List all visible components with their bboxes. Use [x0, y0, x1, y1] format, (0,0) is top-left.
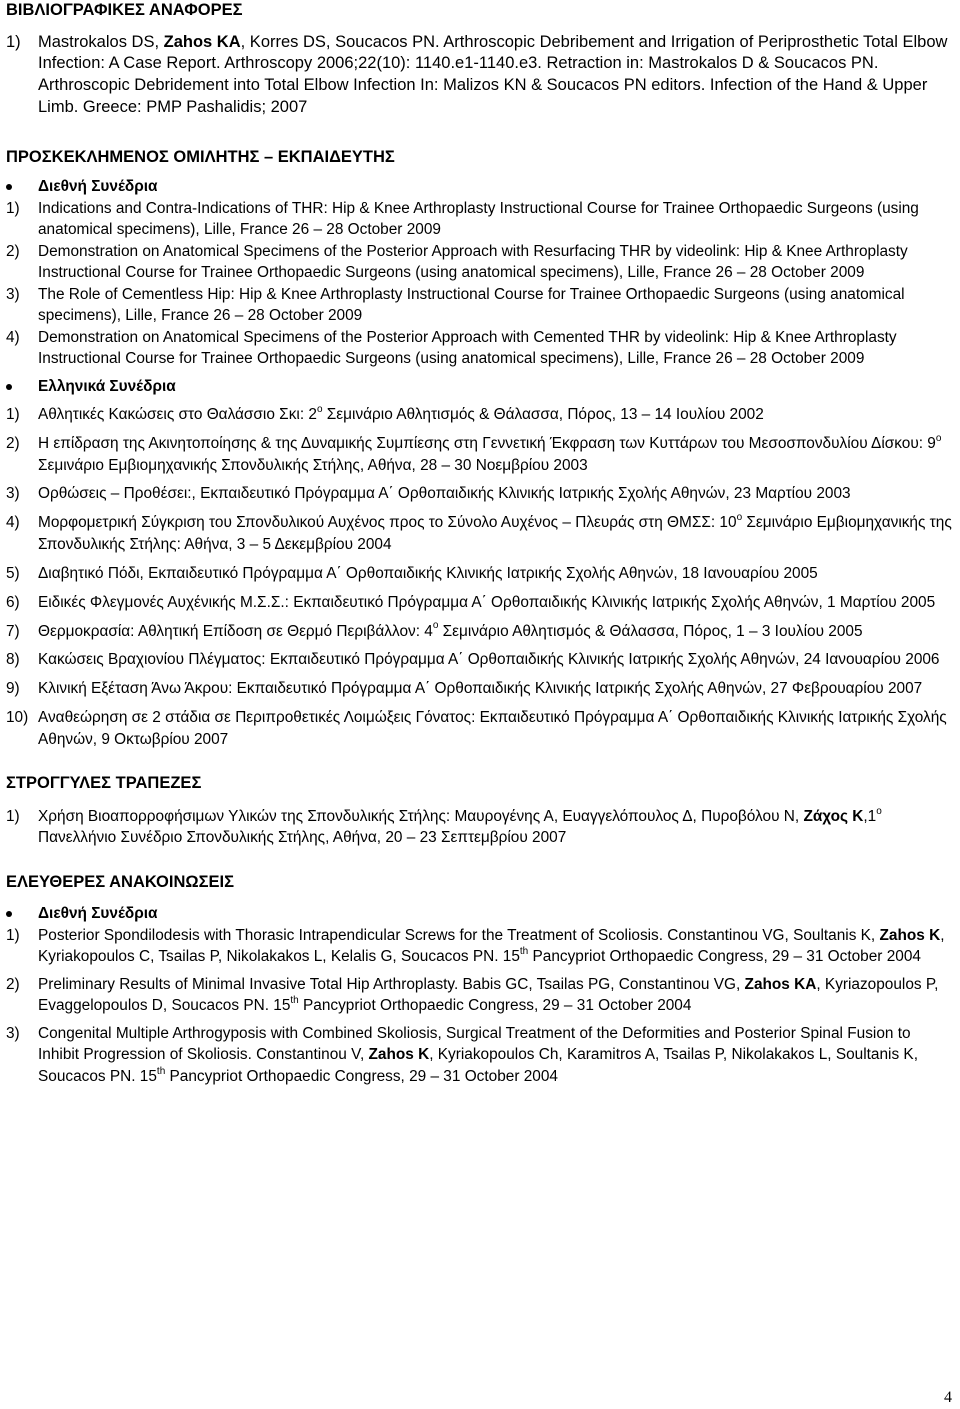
item-number: 1): [6, 199, 20, 217]
ordinal-sup: ο: [935, 432, 942, 444]
ordinal-sup: th: [519, 946, 529, 958]
invited-greek-list: [6, 404, 954, 750]
item-text: Ειδικές Φλεγμονές Αυχένικής Μ.Σ.Σ.: Εκπαιδευτικό Πρόγραμμα Α΄ Ορθοπαιδικής Κλινικής Ιατρικής Σχολής Αθηνών, 1 Μαρτίου 2005: [38, 593, 936, 611]
item-number: 4): [6, 328, 20, 346]
list-item: [6, 592, 954, 614]
list-item: [6, 974, 954, 1017]
item-text: Σεμινάριο Αθλητισμός & Θάλασσα, Πόρος, 13 – 14 Ιουλίου 2002: [322, 406, 764, 424]
item-text: Αναθεώρηση σε 2 στάδια σε Περιπροθετικές Λοιμώξεις Γόνατος: Εκπαιδευτικό Πρόγραμμα Α΄ Ορθοπαιδικής Κλινικής Ιατρικής Σχολής Αθηνών, 9 Οκτωβρίου 2007: [38, 709, 947, 748]
item-text: Αθλητικές Κακώσεις στο Θαλάσσιο Σκι: 2: [38, 406, 317, 424]
item-number: 4): [6, 514, 20, 532]
item-number: 3): [6, 1024, 20, 1042]
item-text: , Korres DS, Soucacos PN. Arthroscopic Debribement and Irrigation of Periprosthetic Total Elbow Infection: A Case Report. Arthroscopy 2006;22(10): 1140.e1-1140.e3. Retraction in: Mastrokalos D & Soucacos PN. Arthroscopic Debridement into Total Elbow Infection In: Malizos KN & Soucacos PN editors. Infection of the Hand & Upper Limb. Greece: PMP Pashalidis; 2007: [38, 32, 948, 116]
item-text: Pancypriot Orthopaedic Congress, 29 – 31 October 2004: [165, 1067, 558, 1085]
free-papers-list: [6, 925, 954, 1088]
item-text: Πανελλήνιο Συνέδριο Σπονδυλικής Στήλης, Αθήνα, 20 – 23 Σεπτεμβρίου 2007: [38, 829, 567, 847]
item-number: 9): [6, 680, 20, 698]
heading-text: Ελληνικά Συνέδρια: [38, 377, 176, 395]
item-text: Η επίδραση της Ακινητοποίησης & της Δυναμικής Συμπίεσης στη Γεννετική Έκφραση των Κυττάρων του Μεσοσπονδυλίου Δίσκου: 9: [38, 435, 936, 453]
item-number: 2): [6, 242, 20, 260]
page-number: 4: [944, 1389, 952, 1406]
item-text: Indications and Contra-Indications of THR: Hip & Knee Arthroplasty Instructional Course for Trainee Orthopaedic Surgeons (using anatomical specimens), Lille, France 26 – 28 October 2009: [38, 199, 919, 239]
bibliography-section: [6, 0, 954, 119]
item-text: Κακώσεις Βραχιονίου Πλέγματος: Εκπαιδευτικό Πρόγραμμα Α΄ Ορθοπαιδικής Κλινικής Ιατρικής Σχολής Αθηνών, 24 Ιανουαρίου 2006: [38, 651, 940, 669]
ordinal-sup: ο: [432, 620, 439, 632]
item-text: , Kyriakopoulos C, Tsailas P, Nikolakakos L, Kelalis G, Soucacos PN. 15: [38, 926, 945, 966]
list-item: [6, 483, 954, 505]
invited-speaker-title: ΠΡΟΣΚΕΚΛΗΜΕΝΟΣ ΟΜΙΛΗΤΗΣ – ΕΚΠΑΙΔΕΥΤΗΣ: [6, 147, 395, 166]
invited-international-list: [6, 198, 954, 370]
list-item: [6, 284, 954, 327]
free-papers-title: ΕΛΕΥΘΕΡΕΣ ΑΝΑΚΟΙΝΩΣΕΙΣ: [6, 872, 234, 891]
ordinal-sup: ο: [876, 805, 882, 817]
ordinal-sup: th: [156, 1065, 166, 1077]
bibliography-title: ΒΙΒΛΙΟΓΡΑΦΙΚΕΣ ΑΝΑΦΟΡΕΣ: [6, 1, 243, 19]
round-tables-section: [6, 773, 954, 849]
item-text: , Kyriakopoulos Ch, Karamitros A, Tsailas P, Nikolakakos L, Soultanis K, Soucacos PN. 15: [38, 1046, 918, 1085]
list-item: [6, 678, 954, 700]
author-highlight: Zahos KA: [744, 975, 817, 993]
list-item: [6, 925, 954, 968]
item-text: Congenital Multiple Arthrogyposis with Combined Skoliosis, Surgical Treatment of the Deformities and Posterior Spinal Fusion to Inhibit Progression of Skoliosis. Constantinou V,: [38, 1024, 911, 1064]
round-tables-title: ΣΤΡΟΓΓΥΛΕΣ ΤΡΑΠΕΖΕΣ: [6, 774, 202, 793]
author-highlight: Zahos KA: [163, 32, 241, 51]
list-item: [6, 198, 954, 241]
list-item: [6, 433, 954, 476]
item-number: 3): [6, 485, 20, 503]
item-number: 1): [6, 406, 20, 424]
item-text: Σεμινάριο Αθλητισμός & Θάλασσα, Πόρος, 1 – 3 Ιουλίου 2005: [438, 622, 863, 640]
item-text: Σεμινάριο Εμβιομηχανικής της Σπονδυλικής Στήλης: Αθήνα, 3 – 5 Δεκεμβρίου 2004: [38, 514, 952, 553]
item-number: 5): [6, 564, 20, 582]
item-text: ,1: [863, 807, 877, 825]
item-number: 1): [6, 807, 20, 825]
round-tables-list: [6, 806, 954, 849]
list-item: [6, 649, 954, 671]
list-item: [6, 621, 954, 643]
list-item: [6, 563, 954, 585]
list-item: [6, 327, 954, 370]
item-number: 1): [6, 32, 21, 51]
item-text: Κλινική Εξέταση Άνω Άκρου: Εκπαιδευτικό Πρόγραμμα Α΄ Ορθοπαιδικής Κλινικής Ιατρικής Σχολής Αθηνών, 27 Φεβρουαρίου 2007: [38, 680, 923, 698]
item-text: The Role of Cementless Hip: Hip & Knee Arthroplasty Instructional Course for Trainee Orthopaedic Surgeons (using anatomical specimens), Lille, France 26 – 28 October 2009: [38, 285, 905, 325]
greek-congresses-heading: [6, 376, 954, 398]
free-papers-section: [6, 872, 954, 1088]
item-text: Χρήση Βιοαπορροφήσιμων Υλικών της Σπονδυλικής Στήλης: Μαυρογένης Α, Ευαγγελόπουλος Δ, Πυροβόλου Ν,: [38, 807, 804, 825]
author-highlight: Zahos K: [368, 1046, 430, 1064]
item-text: Pancypriot Orthopaedic Congress, 29 – 31 October 2004: [528, 948, 921, 966]
item-text: Mastrokalos DS,: [38, 32, 164, 51]
item-text: Demonstration on Anatomical Specimens of the Posterior Approach with Resurfacing THR by videolink: Hip & Knee Arthroplasty Instructional Course for Trainee Orthopaedic Surgeons (using anatomical specimens), Lille, France 26 – 28 October 2009: [38, 242, 908, 282]
list-item: [6, 806, 954, 849]
author-highlight: Ζάχος Κ: [803, 807, 864, 825]
item-number: 1): [6, 926, 20, 944]
item-number: 10): [6, 709, 29, 727]
heading-text: Διεθνή Συνέδρια: [38, 178, 158, 196]
invited-speaker-section: [6, 147, 954, 751]
bullet-icon: [6, 384, 12, 390]
item-text: Διαβητικό Πόδι, Εκπαιδευτικό Πρόγραμμα Α΄ Ορθοπαιδικής Κλινικής Ιατρικής Σχολής Αθηνών, 18 Ιανουαρίου 2005: [38, 564, 818, 582]
item-text: Θερμοκρασία: Αθλητική Επίδοση σε Θερμό Περιβάλλον: 4: [38, 622, 433, 640]
international-congresses-heading: [6, 176, 954, 198]
item-number: 2): [6, 435, 20, 453]
list-item: [6, 707, 954, 750]
item-text: Demonstration on Anatomical Specimens of the Posterior Approach with Cemented THR by videolink: Hip & Knee Arthroplasty Instructional Course for Trainee Orthopaedic Surgeons (using anatomical specimens), Lille, France 26 – 28 October 2009: [38, 328, 897, 368]
ordinal-sup: ο: [736, 512, 743, 524]
item-number: 6): [6, 593, 20, 611]
item-number: 7): [6, 622, 20, 640]
ordinal-sup: th: [290, 995, 299, 1007]
item-text: , Kyriazopoulos P, Evaggelopoulos D, Soucacos PN. 15: [38, 975, 939, 1015]
bibliography-list: [6, 32, 954, 119]
list-item: [6, 512, 954, 555]
ordinal-sup: ο: [316, 404, 323, 416]
list-item: [6, 1023, 954, 1088]
list-item: [6, 32, 954, 119]
item-number: 3): [6, 285, 20, 303]
item-text: Pancypriot Orthopaedic Congress, 29 – 31 October 2004: [298, 997, 692, 1015]
author-highlight: Zahos K: [879, 926, 941, 944]
item-text: Ορθώσεις – Προθέσει:, Εκπαιδευτικό Πρόγραμμα Α΄ Ορθοπαιδικής Κλινικής Ιατρικής Σχολής Αθηνών, 23 Μαρτίου 2003: [38, 485, 851, 503]
item-text: Posterior Spondilodesis with Thorasic Intrapendicular Screws for the Treatment of Scoliosis. Constantinou VG, Soultanis K,: [38, 926, 880, 944]
item-text: Μορφομετρική Σύγκριση του Σπονδυλικού Αυχένος προς το Σύνολο Αυχένος – Πλευράς στη ΘΜΣΣ: 10: [38, 514, 737, 532]
bullet-icon: [6, 184, 12, 190]
bullet-icon: [6, 911, 12, 917]
list-item: [6, 404, 954, 426]
item-text: Preliminary Results of Minimal Invasive Total Hip Arthroplasty. Babis GC, Tsailas PG, Constantinou VG,: [38, 975, 745, 993]
list-item: [6, 241, 954, 284]
item-number: 8): [6, 651, 20, 669]
heading-text: Διεθνή Συνέδρια: [38, 905, 158, 923]
international-congresses-heading: [6, 903, 954, 925]
item-text: Σεμινάριο Εμβιομηχανικής Σπονδυλικής Στήλης, Αθήνα, 28 – 30 Νοεμβρίου 2003: [38, 456, 588, 474]
item-number: 2): [6, 975, 20, 993]
